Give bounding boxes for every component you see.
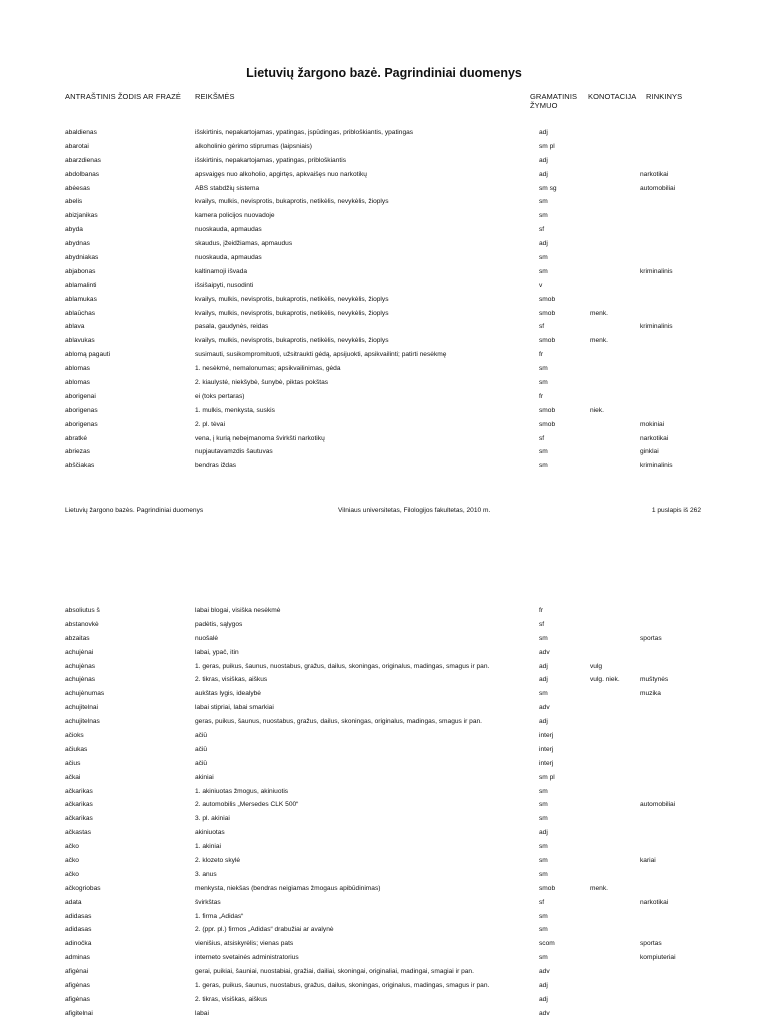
table-row: [0, 390, 768, 404]
table-row: [0, 154, 768, 168]
entry-word: abriezas: [65, 448, 90, 456]
entry-connotation: menk.: [590, 337, 608, 345]
entry-meaning: geras, puikus, šaunus, nuostabus, gražus, dailus, skoningas, originalus, madingas, smagus ir pan.: [195, 718, 482, 726]
entry-meaning: 1. firma „Adidas“: [195, 912, 244, 920]
entry-grammar: sm: [539, 462, 548, 470]
entry-meaning: nuoskauda, apmaudas: [195, 254, 262, 262]
entry-collection: mokiniai: [640, 420, 665, 428]
entries-page-1: [0, 126, 768, 473]
entry-grammar: adj: [539, 982, 548, 990]
header-connotation: KONOTACIJA: [588, 92, 637, 101]
entry-word: ablomas: [65, 365, 90, 373]
entry-collection: muštynės: [640, 676, 669, 684]
footer-left: Lietuvių žargono bazės. Pagrindiniai duomenys: [65, 507, 204, 514]
table-row: [0, 673, 768, 687]
entry-grammar: sm: [539, 912, 548, 920]
table-row: [0, 293, 768, 307]
entry-word: ačko: [65, 843, 79, 851]
entry-grammar: interj: [539, 732, 554, 740]
entry-meaning: interneto svetainės administratorius: [195, 954, 299, 962]
entry-meaning: padėtis, sąlygos: [195, 620, 243, 628]
entry-collection: ginklai: [640, 448, 659, 456]
entry-grammar: sm: [539, 843, 548, 851]
entry-grammar: scom: [539, 940, 555, 948]
entry-word: absoliutus š: [65, 607, 100, 614]
entry-word: adinočka: [65, 940, 92, 948]
entry-meaning: apsvaigęs nuo alkoholio, apgirtęs, apkvaišęs nuo narkotikų: [195, 170, 367, 178]
table-row: [0, 251, 768, 265]
table-row: [0, 362, 768, 376]
entry-grammar: sm pl: [539, 773, 555, 781]
entry-word: abratkė: [65, 434, 87, 442]
entry-meaning: kamera policijos nuovadoje: [195, 212, 275, 220]
entry-grammar: sm sg: [539, 184, 557, 192]
entry-meaning: akiniai: [195, 773, 214, 781]
entry-meaning: labai stipriai, labai smarkiai: [195, 704, 274, 712]
entry-grammar: sm: [539, 198, 548, 206]
entry-meaning: labai blogai, visiška nesėkmė: [195, 607, 281, 614]
table-row: [0, 445, 768, 459]
table-row: [0, 459, 768, 473]
table-row: [0, 868, 768, 882]
entry-grammar: sm: [539, 870, 548, 878]
entry-collection: muzika: [640, 690, 661, 698]
table-row: [0, 404, 768, 418]
entry-meaning: švirkštas: [195, 898, 221, 906]
entry-meaning: 3. pl. akiniai: [195, 815, 230, 823]
entry-word: afigitelnai: [65, 1009, 93, 1017]
entry-word: achujitelnai: [65, 704, 98, 712]
table-row: [0, 701, 768, 715]
table-row: [0, 237, 768, 251]
table-row: [0, 1007, 768, 1021]
entry-grammar: sm: [539, 448, 548, 456]
entry-collection: narkotikai: [640, 434, 669, 442]
entry-word: ablomas: [65, 379, 90, 387]
table-row: [0, 320, 768, 334]
entry-meaning: vena, į kurią nebeįmanoma švirkšti narkotikų: [195, 434, 325, 442]
table-row: [0, 923, 768, 937]
entry-collection: kriminalinis: [640, 323, 673, 331]
entry-collection: kariai: [640, 857, 656, 865]
table-row: [0, 979, 768, 993]
entry-word: adidasas: [65, 912, 92, 920]
entry-grammar: adv: [539, 648, 550, 656]
entry-collection: kompiuteriai: [640, 954, 676, 962]
table-row: [0, 195, 768, 209]
entry-word: abstanovkė: [65, 620, 99, 628]
entry-grammar: sm: [539, 254, 548, 262]
entry-meaning: nupjautavamzdis šautuvas: [195, 448, 273, 456]
entry-grammar: adj: [539, 718, 548, 726]
entry-meaning: išsišaipyti, nusodinti: [195, 281, 254, 289]
entry-grammar: sm: [539, 267, 548, 275]
entries-page-2: [0, 604, 768, 1021]
entry-meaning: 1. nesėkmė, nemalonumas; apsikvailinimas, gėda: [195, 365, 341, 373]
entry-word: achujėnas: [65, 676, 96, 684]
entry-word: ačkarikas: [65, 787, 93, 795]
entry-word: abščiakas: [65, 462, 95, 470]
entry-meaning: kvailys, mulkis, nevisprotis, bukaprotis, netikėlis, nevykėlis, žioplys: [195, 309, 389, 317]
entry-connotation: menk.: [590, 884, 608, 892]
table-row: [0, 785, 768, 799]
entry-meaning: ačiū: [195, 759, 208, 767]
footer-page-number: 1 puslapis iš 262: [651, 507, 701, 514]
table-row: [0, 418, 768, 432]
entry-word: ačko: [65, 870, 79, 878]
table-row: [0, 798, 768, 812]
entry-word: ablamalinti: [65, 281, 97, 289]
table-row: [0, 646, 768, 660]
table-row: [0, 951, 768, 965]
entry-grammar: smob: [539, 295, 556, 303]
table-row: [0, 729, 768, 743]
entry-word: abizjanikas: [65, 212, 98, 220]
table-row: [0, 937, 768, 951]
entry-grammar: adj: [539, 995, 548, 1003]
entry-meaning: 2. automobilis „Mersedes CLK 500“: [195, 801, 299, 809]
entry-grammar: smob: [539, 406, 556, 414]
entry-word: abzaitas: [65, 634, 90, 642]
table-row: [0, 743, 768, 757]
header-meaning: REIKŠMĖS: [195, 92, 235, 101]
entry-meaning: vienišius, atsiskyrėlis; vienas pats: [195, 940, 294, 948]
entry-meaning: išskirtinis, nepakartojamas, ypatingas, pribloškiantis: [195, 156, 346, 164]
entry-meaning: kvailys, mulkis, nevisprotis, bukaprotis, netikėlis, nevykėlis, žioplys: [195, 295, 389, 303]
entry-word: abelis: [65, 198, 83, 206]
table-row: [0, 715, 768, 729]
entry-connotation: menk.: [590, 309, 608, 317]
entry-meaning: nuošalė: [195, 634, 219, 642]
header-grammar-line2: ŽYMUO: [530, 101, 558, 110]
entry-meaning: 2. tikras, visiškas, aiškus: [195, 676, 268, 684]
entry-word: abarzdienas: [65, 156, 101, 164]
entry-word: achujėnas: [65, 662, 96, 670]
entry-word: ačkogriobas: [65, 884, 101, 892]
entry-meaning: ABS stabdžių sistema: [195, 184, 260, 192]
entry-meaning: gerai, puikiai, šauniai, nuostabiai, gražiai, dailiai, skoningai, originaliai, madingai, smagiai ir pan.: [195, 968, 474, 976]
entry-word: ablava: [65, 323, 85, 331]
table-row: [0, 632, 768, 646]
table-row: [0, 896, 768, 910]
entry-word: abydnas: [65, 240, 90, 248]
footer-center: Vilniaus universitetas, Filologijos fakultetas, 2010 m.: [338, 507, 491, 514]
entry-grammar: sf: [539, 226, 545, 234]
entry-collection: automobiliai: [640, 801, 676, 809]
table-row: [0, 168, 768, 182]
entry-collection: kriminalinis: [640, 267, 673, 275]
entry-meaning: kvailys, mulkis, nevisprotis, bukaprotis, netikėlis, nevykėlis, žioplys: [195, 337, 389, 345]
entry-grammar: sm: [539, 954, 548, 962]
header-grammar-line1: GRAMATINIS: [530, 92, 578, 101]
entry-word: achujitelnas: [65, 718, 100, 726]
entry-word: achujėnai: [65, 648, 94, 656]
entry-grammar: fr: [539, 351, 544, 359]
entry-meaning: išskirtinis, nepakartojamas, ypatingas, įspūdingas, pribloškiantis, ypatingas: [195, 129, 414, 136]
entry-word: adata: [65, 898, 82, 906]
header-word: ANTRAŠTINIS ŽODIS AR FRAZĖ: [65, 92, 181, 101]
entry-grammar: sm: [539, 690, 548, 698]
entry-grammar: sf: [539, 620, 545, 628]
entry-word: ačkastas: [65, 829, 92, 837]
table-row: [0, 826, 768, 840]
entry-word: ačko: [65, 857, 79, 865]
entry-connotation: vulg: [590, 662, 603, 670]
entry-meaning: bendras iždas: [195, 462, 237, 470]
header-collections: RINKINYS: [646, 92, 683, 101]
entry-word: ačkarikas: [65, 801, 93, 809]
entry-word: ačius: [65, 759, 81, 767]
entry-grammar: fr: [539, 607, 544, 614]
entry-word: abyda: [65, 226, 83, 234]
table-row: [0, 854, 768, 868]
entry-meaning: skaudus, įžeidžiamas, apmaudus: [195, 240, 293, 248]
entry-grammar: adv: [539, 968, 550, 976]
entry-grammar: adj: [539, 170, 548, 178]
entry-meaning: 2. klozeto skylė: [195, 857, 241, 865]
table-row: [0, 140, 768, 154]
table-row: [0, 307, 768, 321]
entry-grammar: adv: [539, 704, 550, 712]
entry-meaning: 1. mulkis, menkysta, suskis: [195, 406, 275, 414]
entry-meaning: 2. kiaulystė, niekšybė, šunybė, piktas pokštas: [195, 379, 329, 387]
entry-meaning: labai: [195, 1009, 209, 1017]
entry-grammar: interj: [539, 759, 554, 767]
entry-word: ačioks: [65, 732, 84, 740]
entry-collection: automobiliai: [640, 184, 676, 192]
entry-word: abėesas: [65, 184, 90, 192]
entry-grammar: sm: [539, 857, 548, 865]
entry-grammar: adj: [539, 156, 548, 164]
entry-meaning: aukštas lygis, idealybė: [195, 690, 261, 698]
entry-meaning: susimauti, susikompromituoti, užsitraukti gėdą, apsijuokti, apsikvailinti; patirti nesėkmę: [195, 351, 447, 359]
entry-word: afigėnas: [65, 995, 90, 1003]
entry-grammar: adj: [539, 240, 548, 248]
entry-word: ablomą pagauti: [65, 351, 111, 359]
entry-word: ačkarikas: [65, 815, 93, 823]
entry-connotation: vulg. niek.: [590, 676, 620, 684]
entry-grammar: adj: [539, 829, 548, 837]
entry-word: ablavukas: [65, 337, 95, 345]
entry-grammar: adj: [539, 129, 548, 136]
entry-grammar: smob: [539, 420, 556, 428]
entry-meaning: 1. akiniuotas žmogus, akiniuotis: [195, 787, 289, 795]
table-row: [0, 660, 768, 674]
entry-word: aborigenas: [65, 406, 98, 414]
entry-meaning: ačiū: [195, 745, 208, 753]
entry-grammar: smob: [539, 337, 556, 345]
table-row: [0, 910, 768, 924]
entry-word: abarotai: [65, 142, 89, 150]
entry-grammar: smob: [539, 309, 556, 317]
entry-meaning: kaltinamoji išvada: [195, 267, 248, 275]
entry-word: afigėnai: [65, 968, 89, 976]
entry-meaning: labai, ypač, itin: [195, 648, 239, 656]
table-row: [0, 376, 768, 390]
table-row: [0, 618, 768, 632]
entry-word: adidasas: [65, 926, 92, 934]
table-row: [0, 882, 768, 896]
table-row: [0, 840, 768, 854]
entry-collection: kriminalinis: [640, 462, 673, 470]
entry-collection: sportas: [640, 940, 662, 948]
entry-meaning: 3. anus: [195, 870, 217, 878]
entry-grammar: sm: [539, 379, 548, 387]
entry-collection: narkotikai: [640, 898, 669, 906]
entry-grammar: adj: [539, 662, 548, 670]
entry-grammar: smob: [539, 884, 556, 892]
entry-grammar: sm: [539, 801, 548, 809]
entry-word: abjabonas: [65, 267, 96, 275]
entry-word: ačkai: [65, 773, 81, 781]
entry-word: adminas: [65, 954, 90, 962]
entry-grammar: sf: [539, 434, 545, 442]
page-title: Lietuvių žargono bazė. Pagrindiniai duomenys: [246, 66, 522, 80]
table-row: [0, 223, 768, 237]
entry-word: ačiukas: [65, 745, 88, 753]
entry-meaning: ačiū: [195, 732, 208, 740]
entry-collection: narkotikai: [640, 170, 669, 178]
entry-meaning: akiniuotas: [195, 829, 225, 837]
entry-collection: sportas: [640, 634, 662, 642]
table-row: [0, 687, 768, 701]
entry-grammar: sm: [539, 212, 548, 220]
entry-meaning: 1. akiniai: [195, 843, 222, 851]
entry-grammar: v: [539, 281, 543, 289]
entry-meaning: 1. geras, puikus, šaunus, nuostabus, gražus, dailus, skoningas, originalus, madingas, smagus ir pan.: [195, 982, 490, 990]
entry-grammar: sf: [539, 323, 545, 331]
entry-grammar: sf: [539, 898, 545, 906]
table-row: [0, 604, 768, 618]
table-row: [0, 334, 768, 348]
entry-grammar: sm: [539, 634, 548, 642]
table-row: [0, 757, 768, 771]
entry-grammar: fr: [539, 392, 544, 400]
entry-word: abdolbanas: [65, 170, 100, 178]
entry-meaning: 2. (ppr. pl.) firmos „Adidas“ drabužiai ar avalynė: [195, 926, 334, 934]
entry-grammar: adj: [539, 676, 548, 684]
table-row: [0, 432, 768, 446]
entry-meaning: kvailys, mulkis, nevisprotis, bukaprotis, netikėlis, nevykėlis, žioplys: [195, 198, 389, 206]
table-row: [0, 209, 768, 223]
entry-grammar: sm: [539, 815, 548, 823]
table-row: [0, 265, 768, 279]
entry-grammar: interj: [539, 745, 554, 753]
entry-meaning: ei (toks pertaras): [195, 392, 245, 400]
entry-grammar: sm pl: [539, 142, 555, 150]
entry-grammar: sm: [539, 787, 548, 795]
entry-meaning: menkysta, niekšas (bendras neigiamas žmogaus apibūdinimas): [195, 884, 381, 892]
table-row: [0, 965, 768, 979]
entry-grammar: sm: [539, 365, 548, 373]
entry-meaning: nuoskauda, apmaudas: [195, 226, 262, 234]
entry-word: afigėnas: [65, 982, 90, 990]
entry-meaning: 2. pl. tėvai: [195, 420, 226, 428]
entry-word: abaldienas: [65, 129, 97, 136]
entry-meaning: pasala, gaudynės, reidas: [195, 323, 269, 331]
entry-word: ablamukas: [65, 295, 97, 303]
entry-word: abydniakas: [65, 254, 99, 262]
entry-word: aborigenas: [65, 420, 98, 428]
entry-meaning: alkoholinio gėrimo stiprumas (laipsniais): [195, 142, 312, 150]
entry-word: achujėnumas: [65, 690, 105, 698]
table-row: [0, 348, 768, 362]
entry-meaning: 1. geras, puikus, šaunus, nuostabus, gražus, dailus, skoningas, originalus, madingas, smagus ir pan.: [195, 662, 490, 670]
table-row: [0, 182, 768, 196]
header-grammar: [530, 92, 577, 110]
entry-meaning: 2. tikras, visiškas, aiškus: [195, 995, 268, 1003]
entry-word: ablaūchas: [65, 309, 96, 317]
table-row: [0, 812, 768, 826]
table-row: [0, 771, 768, 785]
entry-word: aborigenai: [65, 392, 96, 400]
entry-grammar: adv: [539, 1009, 550, 1017]
table-row: [0, 279, 768, 293]
entry-connotation: niek.: [590, 406, 604, 414]
entry-grammar: sm: [539, 926, 548, 934]
table-row: [0, 993, 768, 1007]
table-row: [0, 126, 768, 140]
